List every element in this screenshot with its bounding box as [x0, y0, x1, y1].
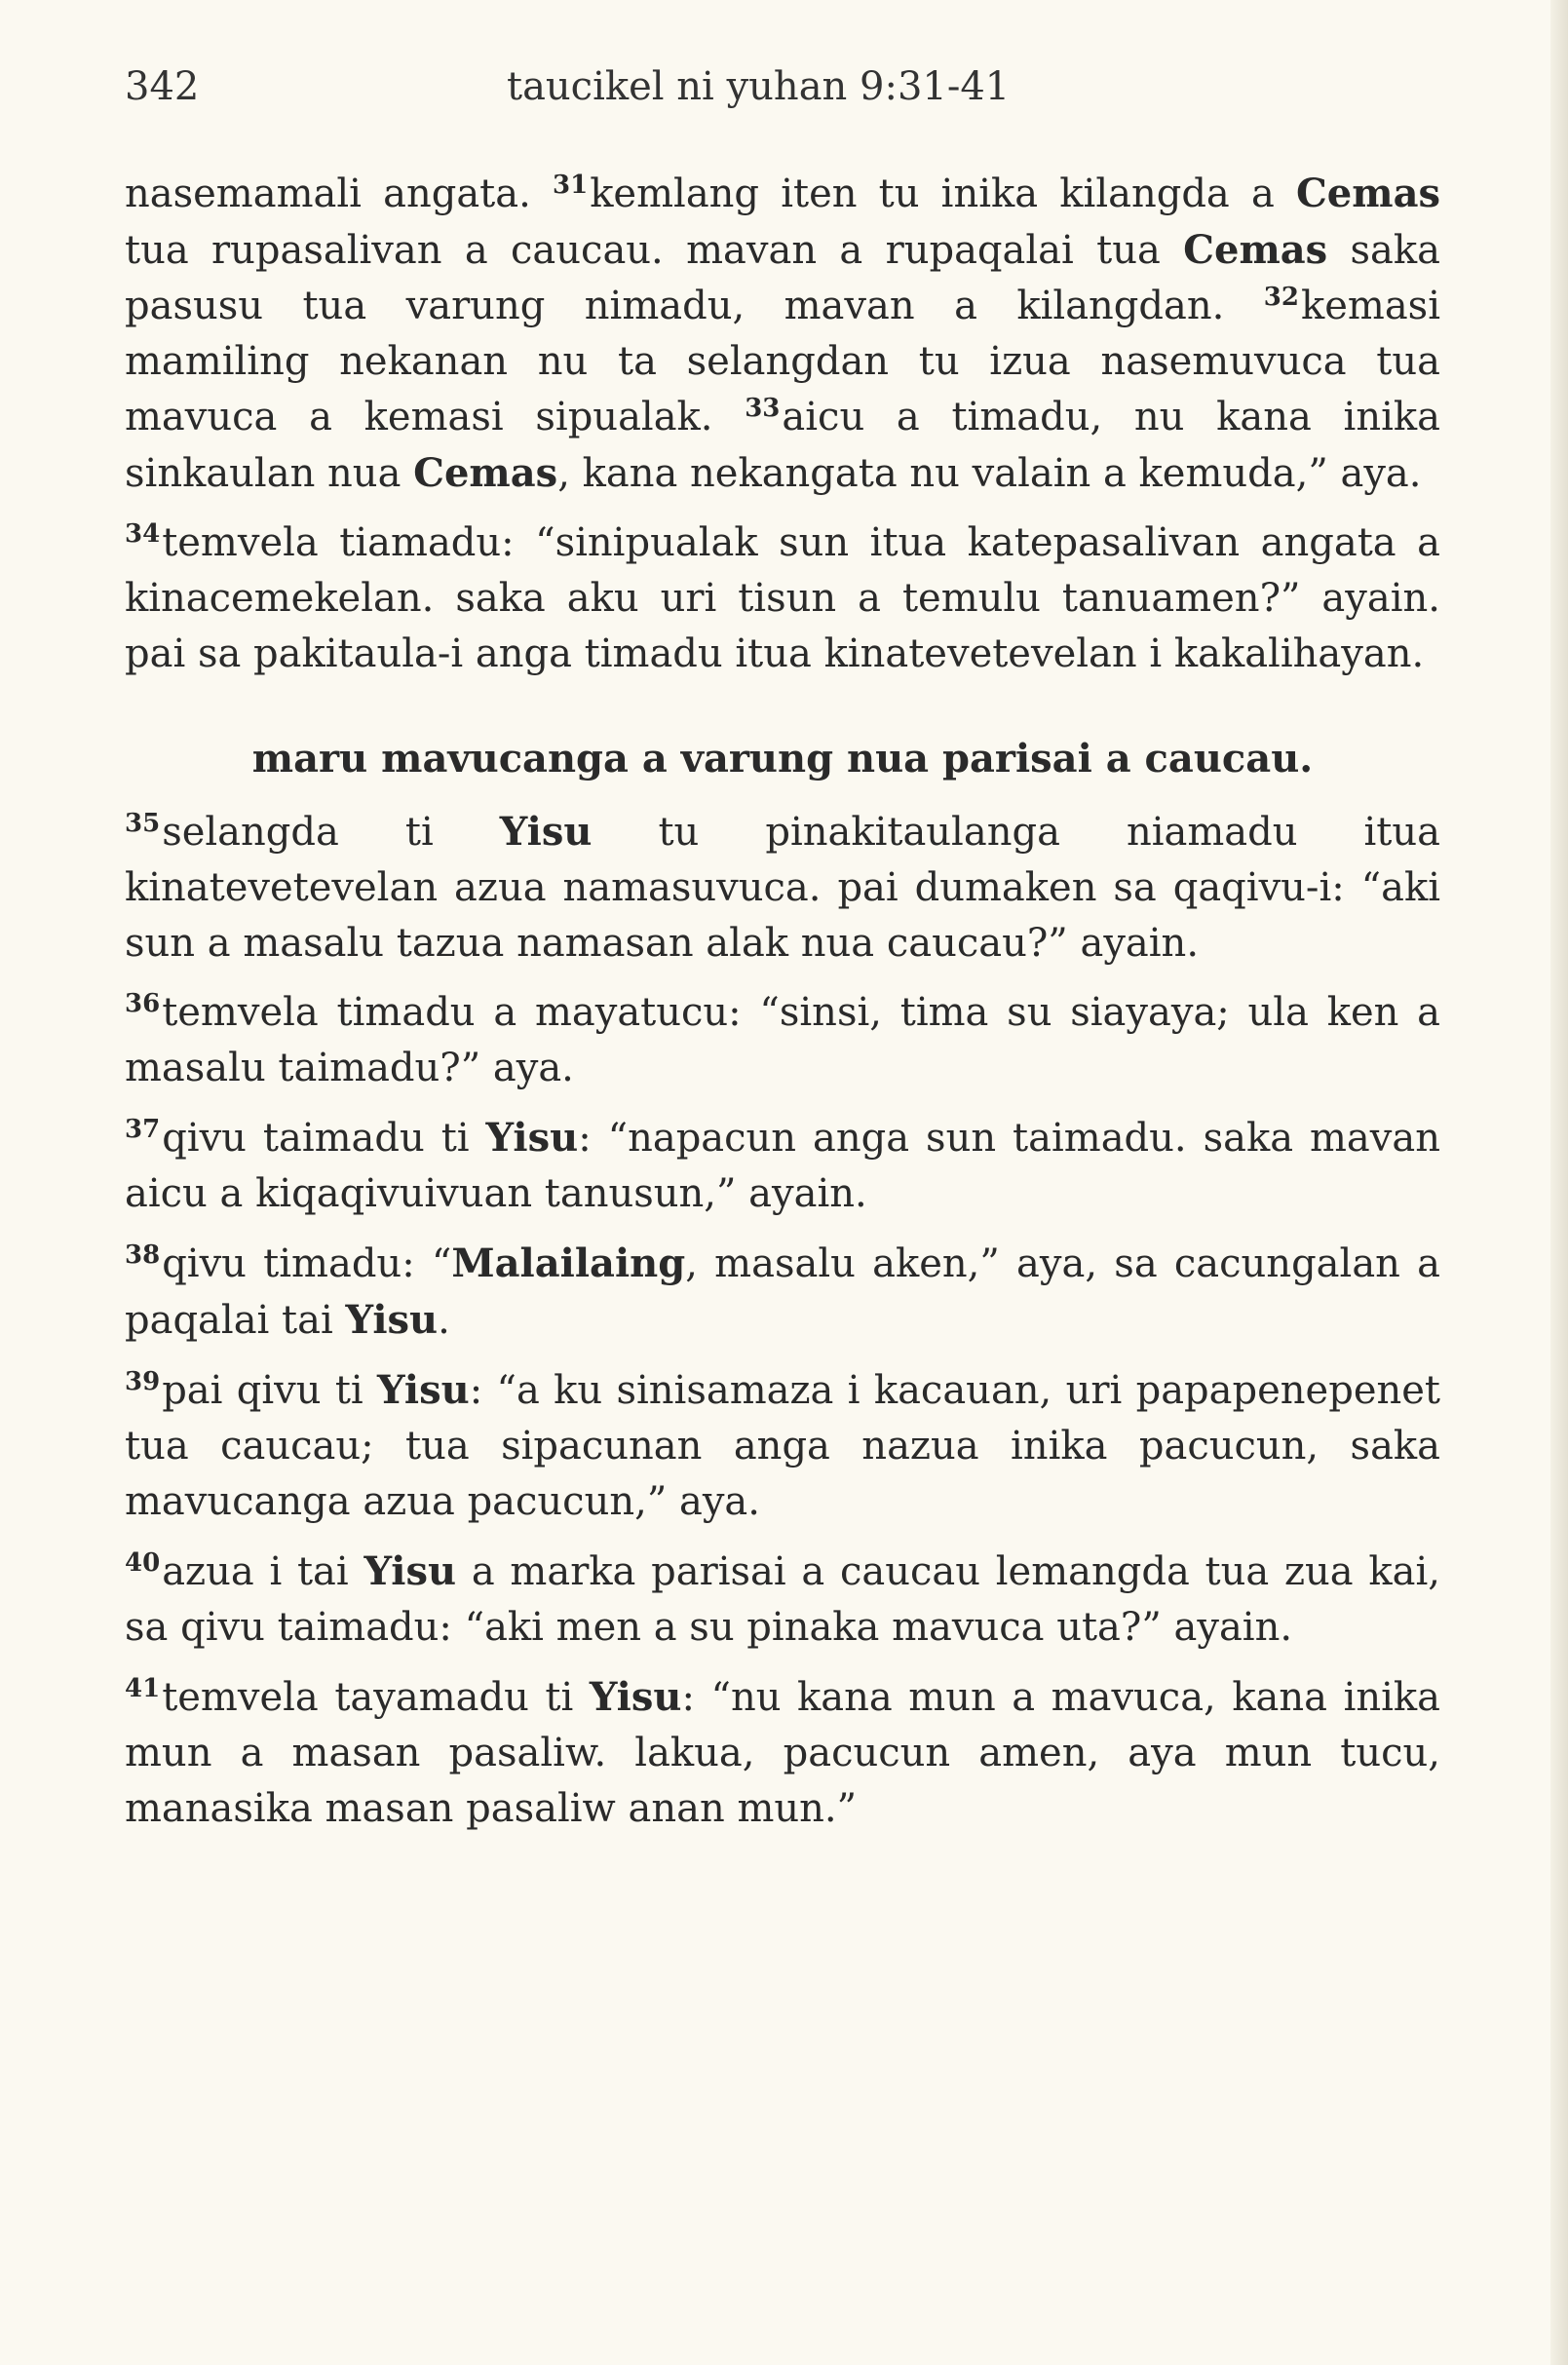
- verse-35-text: selangda ti: [162, 810, 500, 855]
- name-yisu: Yisu: [499, 809, 593, 855]
- verse-number-41: 41: [125, 1674, 161, 1703]
- verse-number-37: 37: [125, 1115, 161, 1144]
- paragraph-40: [125, 1544, 1440, 1656]
- text-fragment: nasemamali angata.: [125, 172, 553, 216]
- verse-41-text: temvela tayamadu ti: [162, 1675, 590, 1720]
- running-title: taucikel ni yuhan 9:31-41: [507, 64, 1011, 109]
- verse-40-text: azua i tai: [162, 1549, 364, 1594]
- verse-31-text: kemlang iten tu inika kilangda a: [590, 172, 1296, 216]
- paragraph-34: [125, 515, 1440, 682]
- verse-number-40: 40: [125, 1548, 161, 1578]
- verse-36-text: temvela timadu a mayatucu: “sinsi, tima su siayaya; ula ken a masalu taimadu?” aya.: [125, 990, 1440, 1090]
- verse-32-text: kemasi mamiling nekanan nu ta selangdan tu izua nasemuvuca tua mavuca a kemasi sipualak.: [125, 284, 1440, 439]
- verse-number-34: 34: [125, 519, 161, 549]
- paragraph-35: [125, 804, 1440, 972]
- verse-35-text: tu pinakitaulanga niamadu itua kinatevetevelan azua namasuvuca. pai dumaken sa qaqivu-i: “aki sun a masalu tazua namasan alak nua caucau?” ayain.: [125, 810, 1440, 966]
- verse-38-text: qivu timadu: “: [162, 1241, 452, 1286]
- verse-31-text: saka pasusu tua varung nimadu, mavan a kilangdan.: [125, 228, 1440, 328]
- name-yisu: Yisu: [485, 1115, 579, 1161]
- page-header: [125, 64, 1431, 123]
- section-heading: maru mavucanga a varung nua parisai a caucau.: [251, 736, 1314, 782]
- paragraph-39: [125, 1362, 1440, 1530]
- paragraph-41: [125, 1669, 1440, 1837]
- paragraph-31-33: [125, 166, 1440, 502]
- paragraph-38: [125, 1236, 1440, 1349]
- verse-33-text: aicu a timadu, nu kana inika sinkaulan nua: [125, 395, 1440, 496]
- verse-31-text: tua rupasalivan a caucau. mavan a rupaqalai tua: [125, 228, 1184, 273]
- page-number: 342: [125, 64, 200, 109]
- name-malailaing: Malailaing: [451, 1240, 686, 1286]
- verse-37-text: : “napacun anga sun taimadu. saka mavan aicu a kiqaqivuivuan tanusun,” ayain.: [125, 1116, 1440, 1216]
- paragraph-36: [125, 985, 1440, 1096]
- paragraph-37: [125, 1110, 1440, 1222]
- name-cemas: Cemas: [1183, 227, 1328, 273]
- name-cemas: Cemas: [413, 450, 558, 496]
- verse-number-35: 35: [125, 809, 161, 838]
- name-yisu: Yisu: [345, 1297, 439, 1343]
- verse-41-text: : “nu kana mun a mavuca, kana inika mun a masan pasaliw. lakua, pacucun amen, aya mun tucu, manasika masan pasaliw anan mun.”: [125, 1675, 1440, 1831]
- verse-34-text: temvela tiamadu: “sinipualak sun itua katepasalivan angata a kinacemekelan. saka aku uri tisun a temulu tanuamen?” ayain. pai sa pakitaula-i anga timadu itua kinatevetevelan i kakalihayan.: [125, 520, 1440, 676]
- verse-number-31: 31: [553, 171, 589, 200]
- verse-37-text: qivu taimadu ti: [162, 1116, 486, 1161]
- verse-39-text: pai qivu ti: [162, 1368, 378, 1413]
- verse-number-39: 39: [125, 1367, 161, 1396]
- name-yisu: Yisu: [377, 1367, 470, 1413]
- verse-number-38: 38: [125, 1240, 161, 1270]
- verse-number-36: 36: [125, 989, 161, 1018]
- verse-38-text: .: [438, 1298, 450, 1343]
- verse-33-text: , kana nekangata nu valain a kemuda,” aya.: [557, 451, 1422, 496]
- page-edge: [1550, 0, 1568, 2365]
- verse-40-text: a marka parisai a caucau lemangda tua zua kai, sa qivu taimadu: “aki men a su pinaka mavuca uta?” ayain.: [125, 1549, 1440, 1650]
- name-yisu: Yisu: [589, 1674, 682, 1720]
- name-yisu: Yisu: [363, 1548, 457, 1594]
- page-body: [125, 166, 1440, 1837]
- verse-number-33: 33: [745, 394, 781, 423]
- name-cemas: Cemas: [1295, 171, 1441, 216]
- verse-38-text: , masalu aken,” aya, sa cacungalan a paqalai tai: [125, 1241, 1441, 1343]
- verse-number-32: 32: [1263, 283, 1299, 312]
- verse-39-text: : “a ku sinisamaza i kacauan, uri papapenepenet tua caucau; tua sipacunan anga nazua inika pacucun, saka mavucanga azua pacucun,” aya.: [125, 1368, 1440, 1524]
